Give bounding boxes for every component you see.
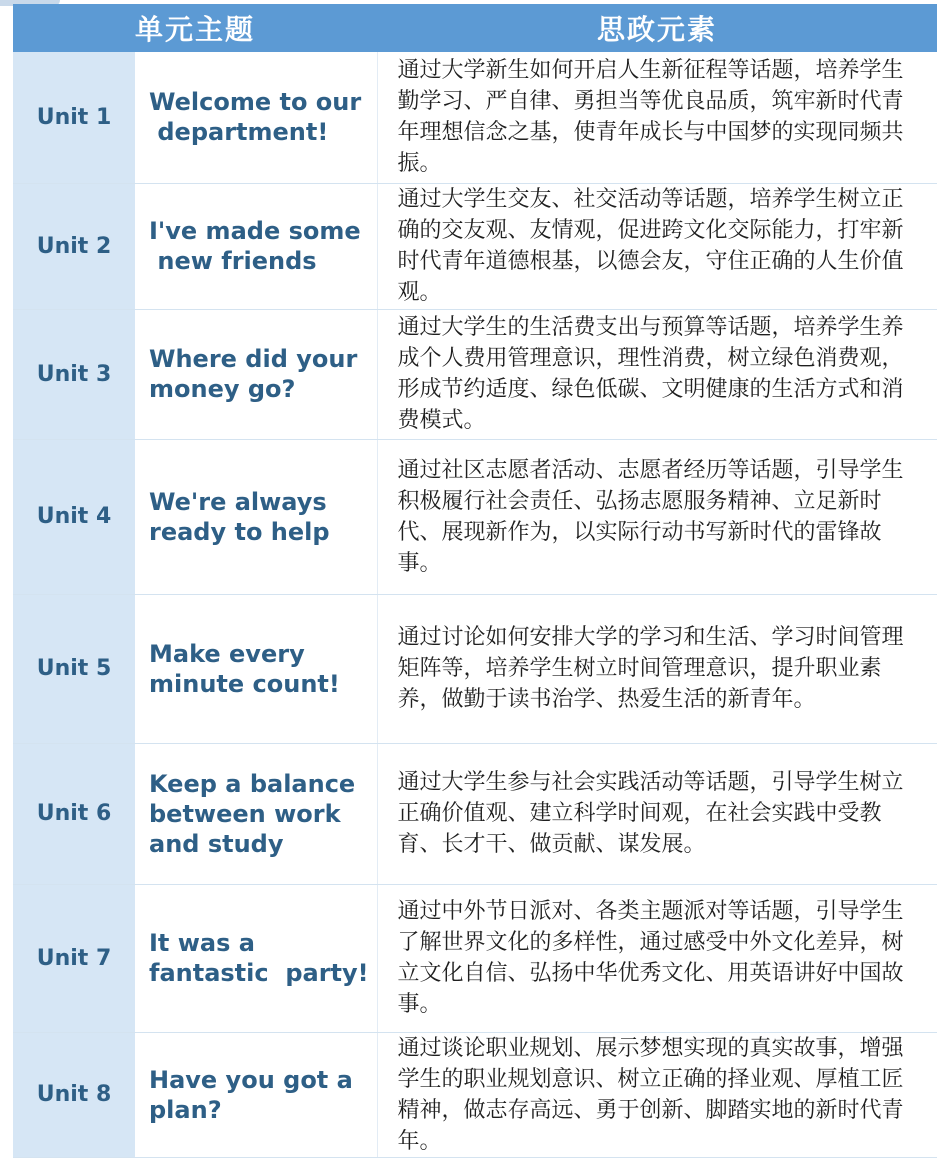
table-row [13,52,937,183]
theme-cell [135,439,377,594]
theme-line: I've made some [149,217,361,245]
theme-line: Make every [149,639,305,668]
theme-line: and study [149,829,284,858]
theme-line: fantastic party! [149,959,369,987]
header-ideological-elements: 思政元素 [377,4,937,52]
header-row [13,4,937,52]
theme-cell [135,743,377,884]
table-row [13,1032,937,1157]
theme-line: We're always [149,487,327,516]
table-row [13,594,937,743]
theme-line: Welcome to our [149,88,362,117]
description-cell: 通过大学生的生活费支出与预算等话题，培养学生养成个人费用管理意识，理性消费，树立绿色消费观，形成节约适度、绿色低碳、文明健康的生活方式和消费模式。 [377,309,937,439]
unit-cell: Unit 1 [13,52,135,183]
description-cell: 通过大学生交友、社交活动等话题，培养学生树立正确的交友观、友情观，促进跨文化交际能力，打牢新时代青年道德根基，以德会友，守住正确的人生价值观。 [377,183,937,309]
theme-cell [135,52,377,183]
unit-cell: Unit 8 [13,1032,135,1157]
curriculum-table [13,4,937,1158]
table-row [13,439,937,594]
header-unit-theme: 单元主题 [13,4,377,52]
unit-cell: Unit 4 [13,439,135,594]
table-row [13,743,937,884]
unit-cell: Unit 5 [13,594,135,743]
theme-line: Keep a balance [149,769,356,798]
theme-line: Where did your [149,345,358,373]
unit-cell: Unit 7 [13,884,135,1032]
theme-line: It was a [149,929,255,957]
theme-line: minute count! [149,669,340,698]
unit-cell: Unit 6 [13,743,135,884]
unit-cell: Unit 2 [13,183,135,309]
theme-line: plan? [149,1095,222,1124]
theme-cell [135,183,377,309]
description-cell: 通过中外节日派对、各类主题派对等话题，引导学生了解世界文化的多样性，通过感受中外文化差异，树立文化自信、弘扬中华优秀文化、用英语讲好中国故事。 [377,884,937,1032]
theme-cell [135,309,377,439]
description-cell: 通过谈论职业规划、展示梦想实现的真实故事，增强学生的职业规划意识、树立正确的择业观、厚植工匠精神，做志存高远、勇于创新、脚踏实地的新时代青年。 [377,1032,937,1157]
theme-line: money go? [149,375,296,403]
theme-line: Have you got a [149,1065,353,1094]
unit-cell: Unit 3 [13,309,135,439]
table-row [13,183,937,309]
theme-line: department! [149,118,329,147]
theme-cell [135,594,377,743]
description-cell: 通过讨论如何安排大学的学习和生活、学习时间管理矩阵等，培养学生树立时间管理意识，提升职业素养，做勤于读书治学、热爱生活的新青年。 [377,594,937,743]
description-cell: 通过大学生参与社会实践活动等话题，引导学生树立正确价值观、建立科学时间观，在社会实践中受教育、长才干、做贡献、谋发展。 [377,743,937,884]
theme-line: between work [149,799,341,828]
table-row [13,884,937,1032]
theme-cell [135,1032,377,1157]
table-row [13,309,937,439]
theme-cell [135,884,377,1032]
theme-line: new friends [149,247,317,275]
theme-line: ready to help [149,517,330,546]
description-cell: 通过大学新生如何开启人生新征程等话题，培养学生勤学习、严自律、勇担当等优良品质，筑牢新时代青年理想信念之基，使青年成长与中国梦的实现同频共振。 [377,52,937,183]
description-cell: 通过社区志愿者活动、志愿者经历等话题，引导学生积极履行社会责任、弘扬志愿服务精神、立足新时代、展现新作为，以实际行动书写新时代的雷锋故事。 [377,439,937,594]
